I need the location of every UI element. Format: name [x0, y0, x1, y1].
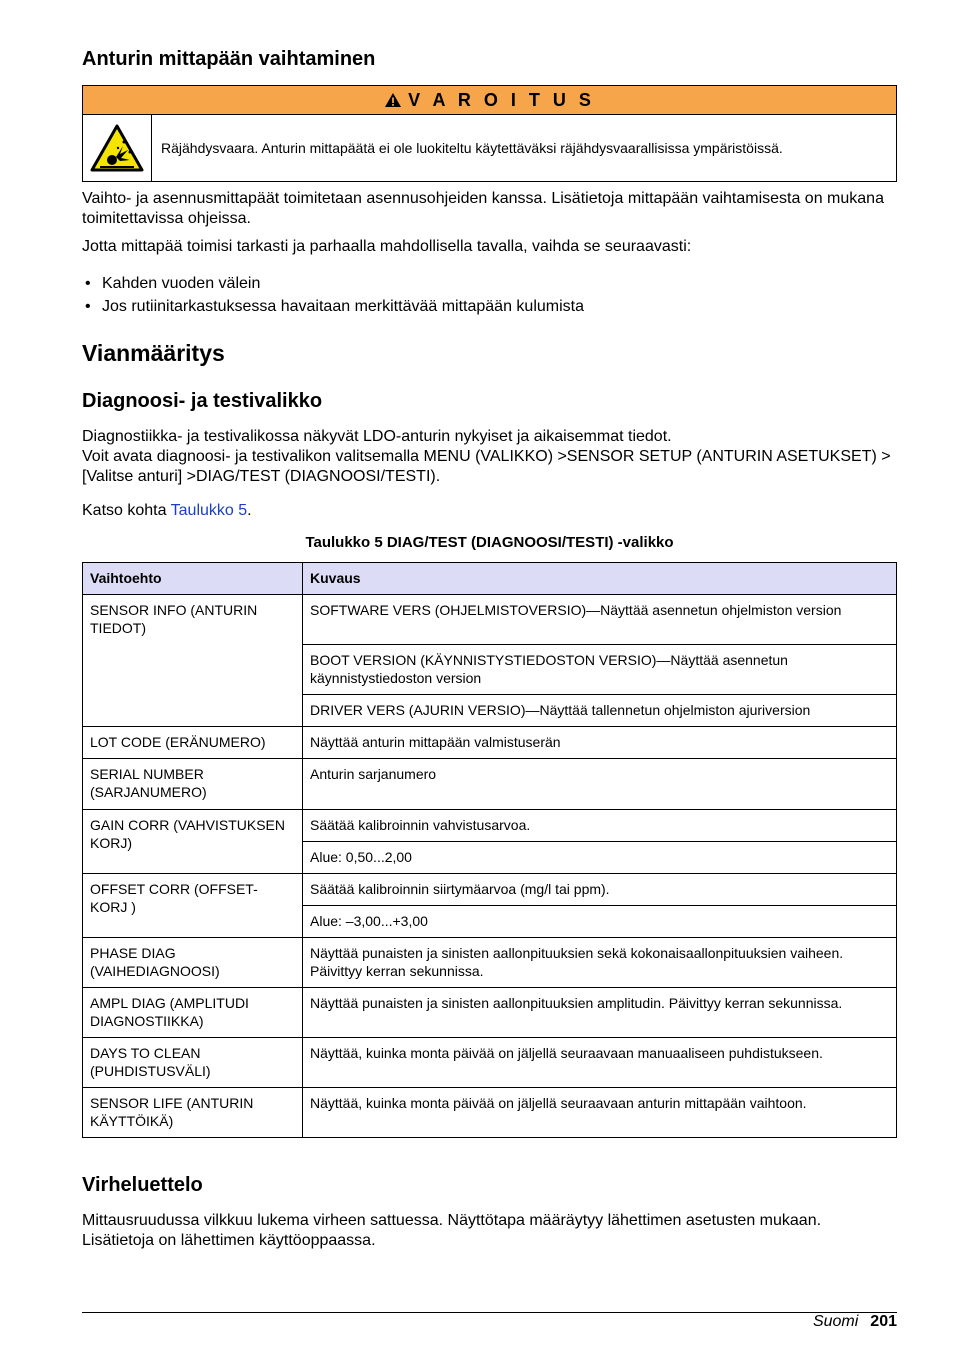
see-prefix: Katso kohta: [82, 502, 171, 519]
table-row: [83, 810, 897, 842]
paragraph-error-list: Mittausruudussa vilkkuu lukema virheen sattuessa. Näyttötapa määräytyy lähettimen asetusten mukaan. Lisätietoja on lähettimen käyttöoppaassa.: [82, 1212, 822, 1249]
description-cell: SOFTWARE VERS (OHJELMISTOVERSIO)—Näyttää asennetun ohjelmiston version: [303, 595, 897, 645]
table-caption: Taulukko 5 DIAG/TEST (DIAGNOOSI/TESTI) -valikko: [305, 534, 674, 551]
option-cell: PHASE DIAG (VAIHEDIAGNOOSI): [83, 938, 303, 988]
table-row: [83, 988, 897, 1038]
subsection-title-diag-menu: Diagnoosi- ja testivalikko: [82, 390, 323, 412]
diag-test-table: [82, 562, 897, 1138]
explosion-hazard-icon: [83, 115, 152, 181]
table-row: [83, 1038, 897, 1088]
description-cell: Näyttää, kuinka monta päivää on jäljellä seuraavaan anturin mittapään vaihtoon.: [303, 1088, 897, 1138]
table-row: [83, 759, 897, 810]
table-row: [83, 727, 897, 759]
option-cell: OFFSET CORR (OFFSET-KORJ ): [83, 874, 303, 938]
column-header-description: Kuvaus: [303, 563, 897, 595]
option-cell: SENSOR LIFE (ANTURIN KÄYTTÖIKÄ): [83, 1088, 303, 1138]
table-row: [83, 1088, 897, 1138]
description-cell: DRIVER VERS (AJURIN VERSIO)—Näyttää tallennetun ohjelmiston ajuriversion: [303, 695, 897, 727]
list-item: • Kahden vuoden välein: [82, 272, 584, 295]
warning-label: V A R O I T U S: [408, 89, 595, 110]
description-cell: Näyttää, kuinka monta päivää on jäljellä seuraavaan manuaaliseen puhdistukseen.: [303, 1038, 897, 1088]
paragraph-diag-line1: Diagnostiikka- ja testivalikossa näkyvät LDO-anturin nykyiset ja aikaisemmat tiedot.: [82, 428, 672, 445]
replacement-bullet-list: [82, 272, 584, 318]
table-row: [83, 938, 897, 988]
description-cell: Näyttää anturin mittapään valmistuserän: [303, 727, 897, 759]
description-cell: Säätää kalibroinnin vahvistusarvoa.: [303, 810, 897, 842]
paragraph-replacement-info: Vaihto- ja asennusmittapäät toimitetaan asennusohjeiden kanssa. Lisätietoja mittapään vaihtamisesta on mukana toimitettavissa ohjeissa.: [82, 190, 884, 227]
page-footer: [813, 1312, 897, 1332]
table-row: [83, 874, 897, 906]
page-number: 201: [870, 1313, 897, 1330]
table-row: [83, 595, 897, 645]
option-cell: GAIN CORR (VAHVISTUKSEN KORJ): [83, 810, 303, 874]
warning-text: Räjähdysvaara. Anturin mittapäätä ei ole luokiteltu käytettäväksi räjähdysvaarallisissa ympäristöissä.: [161, 140, 783, 156]
paragraph-diag-line2: Voit avata diagnoosi- ja testivalikon valitsemalla MENU (VALIKKO) >SENSOR SETUP (ANTURIN ASETUKSET) > [Valitse anturi] >DIAG/TEST (DIAGNOOSI/TESTI).: [82, 448, 891, 485]
description-cell: Näyttää punaisten ja sinisten aallonpituuksien sekä kokonaisaallonpituuksien vaiheen. Päivittyy kerran sekunnissa.: [303, 938, 897, 988]
option-cell: SERIAL NUMBER (SARJANUMERO): [83, 759, 303, 810]
description-cell: Alue: –3,00...+3,00: [303, 906, 897, 938]
table-header-row: [83, 563, 897, 595]
option-cell: SENSOR INFO (ANTURIN TIEDOT): [83, 595, 303, 727]
section-title-troubleshooting: Vianmääritys: [82, 340, 225, 366]
description-cell: Anturin sarjanumero: [303, 759, 897, 810]
description-cell: BOOT VERSION (KÄYNNISTYSTIEDOSTON VERSIO)—Näyttää asennetun käynnistystiedoston version: [303, 645, 897, 695]
description-cell: Säätää kalibroinnin siirtymäarvoa (mg/l tai ppm).: [303, 874, 897, 906]
warning-box: [82, 85, 897, 182]
footer-divider: [82, 1312, 897, 1313]
see-suffix: .: [247, 502, 252, 519]
option-cell: LOT CODE (ERÄNUMERO): [83, 727, 303, 759]
warning-header: [83, 86, 896, 115]
column-header-option: Vaihtoehto: [83, 563, 303, 595]
subsection-title-error-list: Virheluettelo: [82, 1174, 203, 1196]
option-cell: DAYS TO CLEAN (PUHDISTUSVÄLI): [83, 1038, 303, 1088]
paragraph-see-table: [82, 501, 897, 521]
paragraph-replace-when: Jotta mittapää toimisi tarkasti ja parhaalla mahdollisella tavalla, vaihda se seuraavasti:: [82, 238, 692, 255]
description-cell: Näyttää punaisten ja sinisten aallonpituuksien amplitudin. Päivittyy kerran sekunnissa.: [303, 988, 897, 1038]
list-item: • Jos rutiinitarkastuksessa havaitaan merkittävää mittapään kulumista: [82, 295, 584, 318]
option-cell: AMPL DIAG (AMPLITUDI DIAGNOSTIIKKA): [83, 988, 303, 1038]
warning-triangle-icon: [384, 92, 402, 108]
description-cell: Alue: 0,50...2,00: [303, 842, 897, 874]
footer-language: Suomi: [812, 1313, 859, 1330]
section-title-probe-replacement: Anturin mittapään vaihtaminen: [82, 48, 376, 70]
table-5-link[interactable]: Taulukko 5: [170, 502, 248, 519]
